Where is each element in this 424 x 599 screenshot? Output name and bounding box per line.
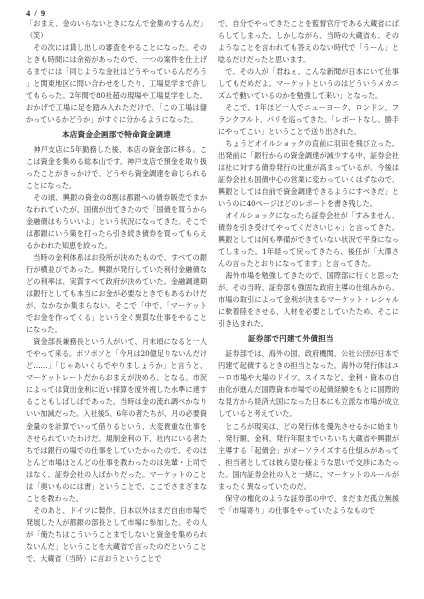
paragraph: 当時の金利体系はお役所が決めたもので、すべての銀行が横並びであった。興銀が発行していた利付金融債などの利率は、実質すべて政府が決めていた。金融調達期は銀行としても本当にお金が必要なときでもあるわけだが、なかなか集まらない。そこで「中で、「マーケットでお金を作ってくる」という全く異質な仕事をやることになった。 xyxy=(26,253,207,335)
paragraph: ところが現実は、どの発行体を優先させるかに始まり、発行額、金利、発行年限までいちいち大蔵省や興銀が主導する「起債会」がオーソライズする仕組みがあって、担当者としては彼ら望む様ような思いで交渉にあたった。国内証券会社の人と一緒に、マーケットのルールがまったく異なっていたのだ。 xyxy=(218,421,399,491)
paragraph: で、自分でやってきたことを監督官庁である大蔵省にばらしてしまった。しかしながら、当時の大蔵省も、そのようなことを言われても答えのない時代で「うーん」と唸るだけだったと思います。 xyxy=(218,19,399,65)
paragraph: そのあと、ドイツに製作、日本以外はまだ自由市場で発展した人が都銀の部長として市場に参加した。その人が「俺たちはこういうことまでしないと資金を集められないんだ」ということを大蔵省で言ったのだということで、大蔵省（当時）に言おうということで xyxy=(26,505,207,563)
section-heading: 本店資金企画部で特命資金調達 xyxy=(61,130,172,140)
right-column xyxy=(218,18,399,517)
paragraph: その頃、興銀の資金の8割は都銀への債券販売でまかなわれていたが、国債が出てきたので「国債を買うから金融債はもういいよ」という状況になってきた。そこでは都銀にいう策を打ったら引き続き債券を買ってもらえるかわれた知恵を絞った。 xyxy=(26,193,207,251)
section-heading: 証券部で円建て外債担当 xyxy=(248,334,334,344)
page-number: 4 / 9 xyxy=(26,8,47,18)
paragraph: オイルショックになったら証券会社が「すみません、債券を引き受けてやってくださいじゃ」と言ってきた。興銀としては何も準備ができていない状況で平身になってしまった。1年経って戻ってきたら、後任が「大澤さんの言ったとおりになってます」と言ってきた。 xyxy=(218,211,399,269)
paragraph: 資金部長兼務長という人がいて、月末頃になると一人でやって来る。ボソボソと「今月は20億足りないんだけど……」「じゃあいくらでやりましょうか」と言うと、マーケットレートだからおまえが決めろ、となる。市況によっては貸出金利に近い採算を度外視した水準に達することもしばしばであった。当時は金の流れ調べかなりいい加減だった。入社後5、6年の者たちが、月の必要資金量のを計算でいって借りるという、大変貴重な仕事をさせられていたわけだ。規制金利の下、社内にいる者たちでは銀行の場での仕事をしていたかったので、そのほとんど市場ほとんどの仕事を教わったのは先輩・上司ではなく、証券会社の人ばかりだった。マーケットのことは「奥いものには書」ということで、ここでさまざまなことを教わった。 xyxy=(26,337,207,503)
paragraph: そこで、1年ほど一人でニューヨーク、ロンドン、フランクフルト、パリを巡ってきた。「レポートなし、勝手にやってこい」ということで送り出された。 xyxy=(218,103,400,137)
paragraph: ちょうどオイルショックの直前に羽田を飛び立った。出発前に「銀行からの資金調達が減少する中、証券会社は社に対する債券発行の比重が高まっているが、今後は証券会社も国債中心の営業に変わっていくはずなので、興銀としては自前で資金調達できるようにすべきだ」というのに40ページほどのレポートを書き残した。 xyxy=(218,139,399,209)
paragraph: 保守の権化のような証券部の中で、まだまだ孤立無援で「市場寄り」の仕事をやっていたようなもので xyxy=(218,493,399,515)
paragraph: 「おまえ、金のいらないときになんで金集めするんだ」（笑） xyxy=(26,19,207,41)
paragraph: 証券部では、海外の国、政府機関、公社公団が日本で円建て起債するときの担当となった。海外の発行体はユーロ市場や大場のドイツ、スイスなど、金利・資本の自由化が進んだ国際資本市場での起債経験をもとに国際的な見方から経済大国になった日本にも立派な市場が成立していると考えていた。 xyxy=(218,349,399,419)
paragraph: 神戸支店に5年勤務した後、本店の資金部に移る。ここは資金を集める総本山です。神戸支店で預金を取り扱ったことがきっかけで、どうやら資金調達を命じられることになった。 xyxy=(26,145,207,191)
left-column xyxy=(26,18,207,565)
paragraph: で、その人が「君ねぇ、こんな新聞が日本にいて仕事してもだめだよ。マーケットというのはどういうメカニズムで動いているのかを勉強して来い」となった。 xyxy=(218,67,399,101)
paragraph: その次には貸し出しの審査をやることになった。そのときも時間には余裕があったので、一つの案件を仕上げるまでには「同じような金社はどうやっているんだろう」と関東地区に問い合わせをしたり、工場見学まで許してもらった。2年間で80社超の現場や工場見学をした。おかげで工場に足を踏み入れただけで、「この工場は儲かっているかどうか」がすぐに分かるようになった。 xyxy=(26,43,207,125)
paragraph: 海外市場を勉強してきたので、国際部に行くと思ったが、その当時、証券部も強固な政府主導の仕組みから、市場の取引によって金利が決まるマーケット・レシャルに軟着陸をさせる、人材を必要としていたため、そこに引き込まれた。 xyxy=(218,271,399,329)
